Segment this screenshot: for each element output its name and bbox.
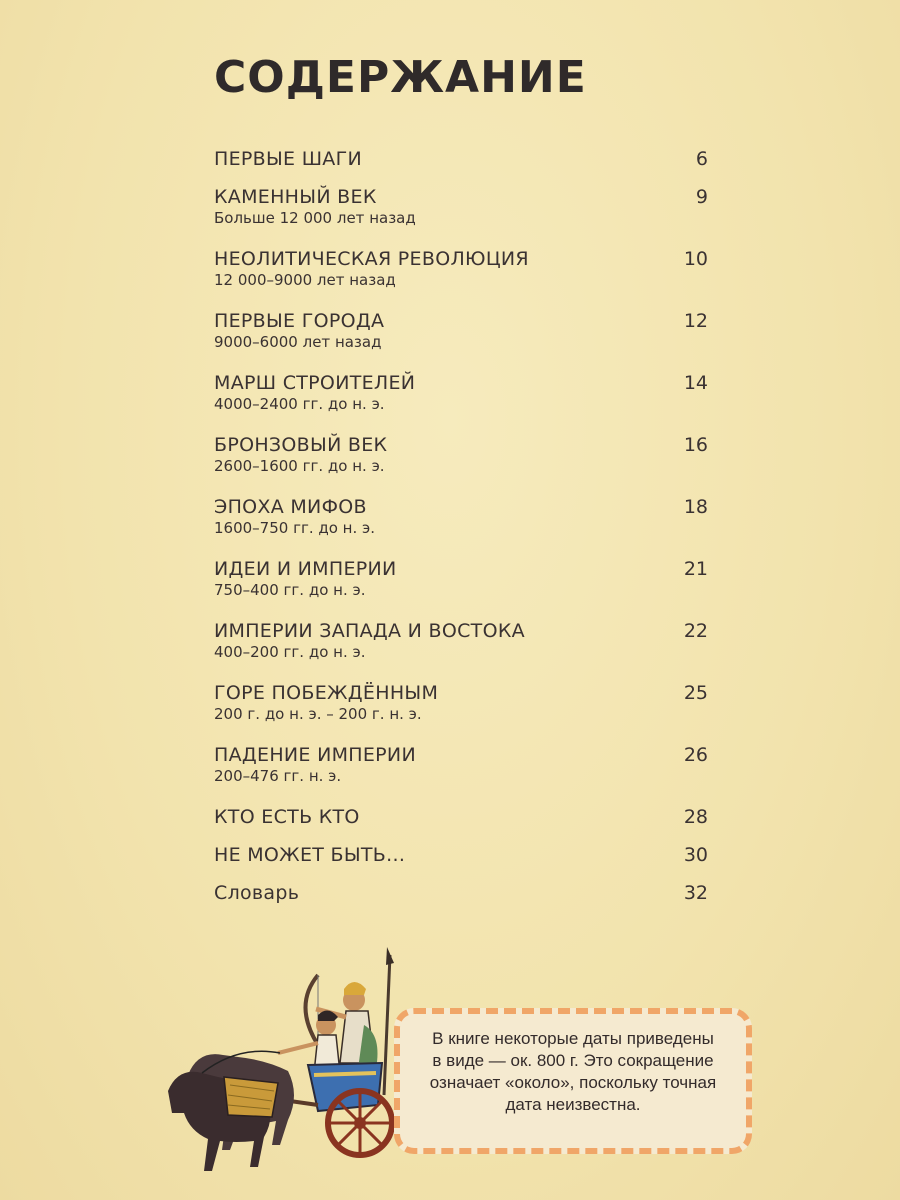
toc-page-number: 14 [683,372,708,394]
toc-page-number: 21 [683,558,708,580]
toc-date-range: 750–400 гг. до н. э. [214,581,366,599]
toc-heading: МАРШ СТРОИТЕЛЕЙ [214,372,416,394]
note-line: в виде — ок. 800 г. Это сокращение [432,1051,714,1070]
toc-page-number: 10 [683,248,708,270]
toc-entry [214,880,708,906]
toc-date-range: 400–200 гг. до н. э. [214,643,366,661]
toc-page-number: 18 [683,496,708,518]
toc-entry [214,680,708,724]
toc-entry [214,842,708,868]
note-line: В книге некоторые даты приведены [432,1029,714,1048]
toc-page-number: 16 [683,434,708,456]
toc-heading: Словарь [214,882,300,904]
toc-page-number: 9 [695,186,708,208]
toc-heading: БРОНЗОВЫЙ ВЕК [214,434,388,456]
toc-heading: ИМПЕРИИ ЗАПАДА И ВОСТОКА [214,620,525,642]
toc-entry [214,308,708,352]
toc-heading: ПЕРВЫЕ ШАГИ [214,148,363,170]
toc-page-number: 12 [683,310,708,332]
toc-heading: НЕОЛИТИЧЕСКАЯ РЕВОЛЮЦИЯ [214,248,529,270]
toc-page-number: 30 [683,844,708,866]
toc-page-number: 22 [683,620,708,642]
info-note [394,1008,752,1154]
chariot-icon [168,945,408,1185]
toc-entry [214,146,708,172]
toc-page-number: 25 [683,682,708,704]
note-line: означает «около», поскольку точная [429,1073,717,1092]
toc-heading: КАМЕННЫЙ ВЕК [214,186,377,208]
toc-entry [214,246,708,290]
toc-entry [214,494,708,538]
toc-date-range: 1600–750 гг. до н. э. [214,519,376,537]
toc-date-range: 12 000–9000 лет назад [214,271,396,289]
toc-heading: НЕ МОЖЕТ БЫТЬ... [214,844,406,866]
toc-heading: ИДЕИ И ИМПЕРИИ [214,558,397,580]
toc-page-number: 26 [683,744,708,766]
toc-heading: ПАДЕНИЕ ИМПЕРИИ [214,744,416,766]
toc-entry [214,804,708,830]
note-line: дата неизвестна. [505,1095,641,1114]
toc-entry [214,742,708,786]
toc-entry [214,618,708,662]
toc-entry [214,556,708,600]
toc-entry [214,184,708,228]
toc-entry [214,370,708,414]
toc-entry [214,432,708,476]
toc-date-range: 2600–1600 гг. до н. э. [214,457,385,475]
toc-date-range: 4000–2400 гг. до н. э. [214,395,385,413]
toc-date-range: 9000–6000 лет назад [214,333,382,351]
toc-page-number: 32 [683,882,708,904]
toc-date-range: 200–476 гг. н. э. [214,767,342,785]
toc-page-number: 28 [683,806,708,828]
toc-date-range: Больше 12 000 лет назад [214,209,416,227]
toc-date-range: 200 г. до н. э. – 200 г. н. э. [214,705,422,723]
toc-heading: ПЕРВЫЕ ГОРОДА [214,310,385,332]
toc-heading: ГОРЕ ПОБЕЖДЁННЫМ [214,682,439,704]
toc-heading: ЭПОХА МИФОВ [214,496,367,518]
toc-page-number: 6 [695,148,708,170]
page-title: СОДЕРЖАНИЕ [214,52,587,103]
toc-heading: КТО ЕСТЬ КТО [214,806,360,828]
